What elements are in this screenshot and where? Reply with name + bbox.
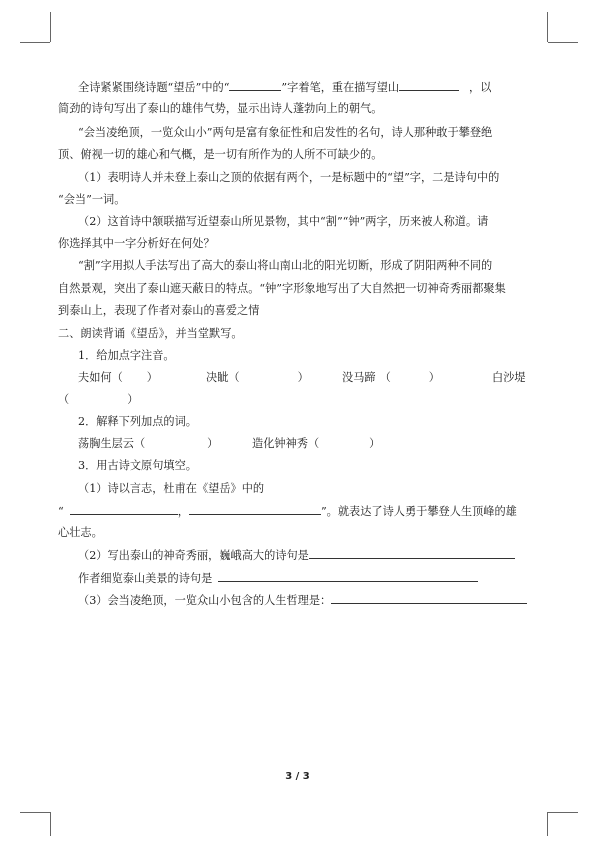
pinyin-row: 没马蹄 （ ） <box>342 371 440 384</box>
paragraph-line: 顶、俯视一切的雄心和气概，是一切有所作为的人所不可缺少的。 <box>58 148 383 161</box>
corner-mark-bottom-right-v <box>547 812 548 836</box>
fill-blank[interactable] <box>309 547 515 559</box>
fill-line: 心壮志。 <box>58 526 103 539</box>
pinyin-row: （ ） <box>58 393 139 406</box>
corner-mark-bottom-left-h <box>20 812 50 813</box>
fill-blank[interactable] <box>331 592 527 604</box>
paragraph-line: 你选择其中一字分析好在何处？ <box>58 237 215 250</box>
corner-mark-top-left-v <box>50 12 51 42</box>
paragraph-line: “会当凌绝顶，一览众山小”两句是富有象征性和启发性的名句，诗人那种敢于攀登绝 <box>78 126 493 139</box>
fill-line: 作者细览泰山美景的诗句是 <box>78 570 555 586</box>
corner-mark-bottom-right-h <box>548 812 578 813</box>
paragraph-line: 简劲的诗句写出了泰山的雄伟气势，显示出诗人蓬勃向上的朝气。 <box>58 102 383 115</box>
word-row: 荡胸生层云（ ） <box>78 437 219 450</box>
fill-blank[interactable] <box>399 79 459 91</box>
paragraph-line: （2）这首诗中颔联描写近望泰山所见景物，其中“割”“钟”两字，历来被人称道。请 <box>78 215 489 228</box>
fill-line: （1）诗以言志，杜甫在《望岳》中的 <box>78 482 265 495</box>
paragraph-line: “割”字用拟人手法写出了高大的泰山将山南山北的阳光切断，形成了阴阳两种不同的 <box>78 259 493 272</box>
corner-mark-top-right-h <box>548 42 578 43</box>
fill-blank[interactable] <box>229 79 281 91</box>
page-number: 3 / 3 <box>285 771 310 782</box>
paragraph-line: 自然景观，突出了泰山遮天蔽日的特点。“钟”字形象地写出了大自然把一切神奇秀丽都聚集 <box>58 282 506 295</box>
pinyin-row: 夫如何（ ） <box>78 371 158 384</box>
question-label: 3．用古诗文原句填空。 <box>78 459 197 472</box>
fill-blank[interactable] <box>189 503 321 515</box>
paragraph-line: 到泰山上，表现了作者对泰山的喜爱之情 <box>58 304 260 317</box>
paragraph-line: 全诗紧紧围绕诗题“望岳”中的“ ”字着笔，重在描写望山 ，以 <box>78 81 492 94</box>
paragraph-line: （1）表明诗人并未登上泰山之顶的依据有两个，一是标题中的“望”字，二是诗句中的 <box>78 171 500 184</box>
section-heading: 二、朗读背诵《望岳》，并当堂默写。 <box>58 327 243 340</box>
paragraph-line: “会当”一词。 <box>58 193 126 206</box>
word-row: 造化钟神秀（ ） <box>252 437 381 450</box>
fill-line: （2）写出泰山的神奇秀丽，巍峨高大的诗句是 <box>78 547 555 563</box>
corner-mark-bottom-left-v <box>50 812 51 836</box>
corner-mark-top-right-v <box>547 12 548 42</box>
pinyin-row: 白沙堤 <box>492 371 526 384</box>
fill-blank[interactable] <box>218 570 478 582</box>
fill-line: “ ， ”。就表达了诗人勇于攀登人生顶峰的雄 <box>58 505 517 518</box>
corner-mark-top-left-h <box>20 42 50 43</box>
question-label: 2．解释下列加点的词。 <box>78 415 197 428</box>
pinyin-row: 决眦（ ） <box>206 371 309 384</box>
fill-blank[interactable] <box>70 503 178 515</box>
question-label: 1．给加点字注音。 <box>78 349 175 362</box>
fill-line: （3）会当凌绝顶，一览众山小包含的人生哲理是： <box>78 592 555 608</box>
